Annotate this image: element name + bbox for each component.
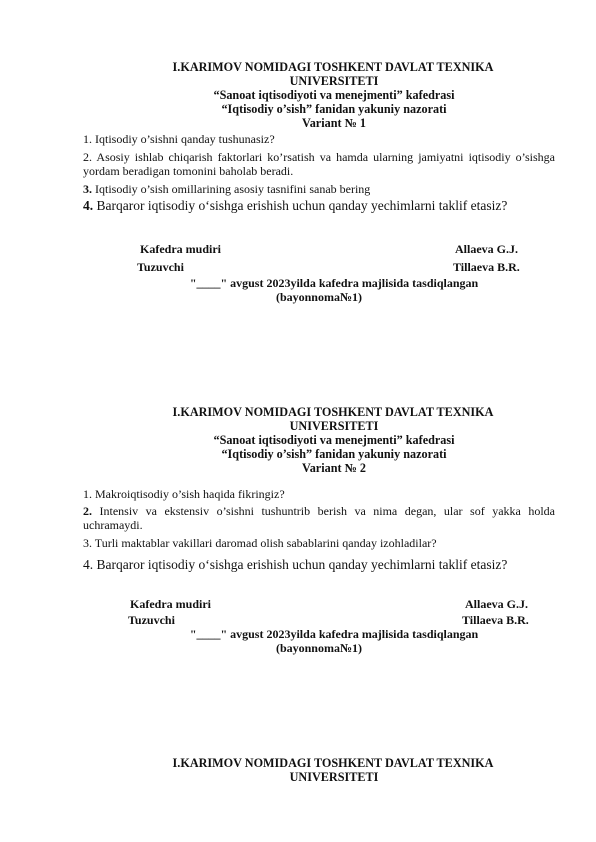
author-name: Tillaeva B.R. xyxy=(453,260,520,274)
question-3: 3. Turli maktablar vakillari daromad olish sabablarini qanday izohladilar? xyxy=(83,536,437,550)
university-line2: UNIVERSITETI xyxy=(289,74,379,88)
author-label: Tuzuvchi xyxy=(128,613,175,627)
question-1: 1. Makroiqtisodiy o’sish haqida fikringiz? xyxy=(83,487,285,501)
head-label: Kafedra mudiri xyxy=(140,242,221,256)
variant-title: Variant № 1 xyxy=(302,116,366,130)
approval-line: "____" avgust 2023yilda kafedra majlisida tasdiqlangan xyxy=(189,627,479,641)
question-2: 2. Asosiy ishlab chiqarish faktorlari ko’rsatish va hamda ularning jamiyatni iqtisodiy o’sishga yordam beradigan tomonini baholab beradi. xyxy=(83,150,555,178)
question-1: 1. Iqtisodiy o’sishni qanday tushunasiz? xyxy=(83,132,275,146)
question-2: 2. Intensiv va ekstensiv o’sishni tushuntrib berish va nima degan, ular sof yakka holda uchramaydi. xyxy=(83,504,556,532)
university-line2: UNIVERSITETI xyxy=(289,770,379,784)
department-title: “Sanoat iqtisodiyoti va menejmenti” kafedrasi xyxy=(213,88,455,102)
author-name: Tillaeva B.R. xyxy=(462,613,529,627)
protocol-number: (bayonnoma№1) xyxy=(275,641,363,655)
question-4: 4. Barqaror iqtisodiy o‘sishga erishish uchun qanday yechimlarni taklif etasiz? xyxy=(83,557,508,572)
exam-title: “Iqtisodiy o’sish” fanidan yakuniy nazorati xyxy=(221,102,447,116)
university-line2: UNIVERSITETI xyxy=(289,419,379,433)
approval-line: "____" avgust 2023yilda kafedra majlisida tasdiqlangan xyxy=(189,276,479,290)
university-line1: I.KARIMOV NOMIDAGI TOSHKENT DAVLAT TEXNIKA xyxy=(172,60,494,74)
protocol-number: (bayonnoma№1) xyxy=(275,290,363,304)
question-3: 3. Iqtisodiy o’sish omillarining asosiy tasnifini sanab bering xyxy=(83,182,371,196)
question-4: 4. Barqaror iqtisodiy o‘sishga erishish uchun qanday yechimlarni taklif etasiz? xyxy=(83,198,508,213)
author-label: Tuzuvchi xyxy=(137,260,184,274)
variant-title: Variant № 2 xyxy=(302,461,366,475)
head-name: Allaeva G.J. xyxy=(455,242,518,256)
head-name: Allaeva G.J. xyxy=(465,597,528,611)
university-line1: I.KARIMOV NOMIDAGI TOSHKENT DAVLAT TEXNIKA xyxy=(172,405,494,419)
head-label: Kafedra mudiri xyxy=(130,597,211,611)
university-line1: I.KARIMOV NOMIDAGI TOSHKENT DAVLAT TEXNIKA xyxy=(172,756,494,770)
department-title: “Sanoat iqtisodiyoti va menejmenti” kafedrasi xyxy=(213,433,455,447)
exam-title: “Iqtisodiy o’sish” fanidan yakuniy nazorati xyxy=(221,447,447,461)
